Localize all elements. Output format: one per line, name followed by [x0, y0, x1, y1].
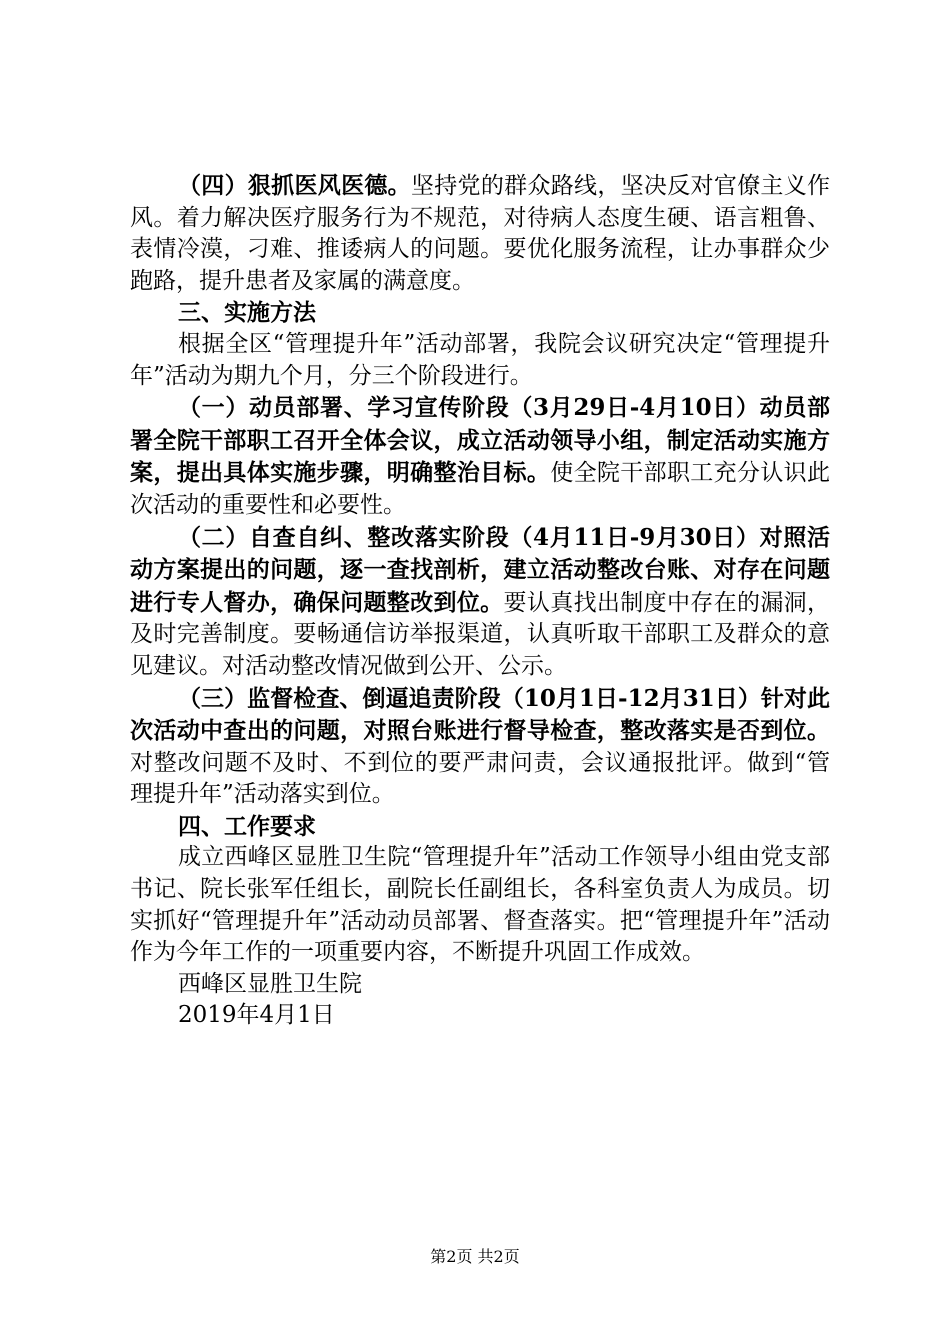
paragraph-methods-intro: 根据全区“管理提升年”活动部署，我院会议研究决定“管理提升年”活动为期九个月，分三个阶段进行。	[130, 330, 830, 389]
paragraph-text: 坚持党的群众路线，坚决反对官僚主义作风。着力解决医疗服务行为不规范，对待病人态度生硬、语言粗鲁、表情冷漠，刁难、推诿病人的问题。要优化服务流程，让办事群众少跑路，提升患者及家属的满意度。	[130, 173, 831, 294]
paragraph-medical-ethics	[130, 170, 830, 297]
signature: 西峰区显胜卫生院	[178, 970, 362, 997]
phase-three-lead: （三）监督检查、倒逼追责阶段（10月1日-12月31日）针对此次活动中查出的问题，对照台账进行督导检查，整改落实是否到位。	[130, 684, 830, 745]
paragraph-phase-three	[130, 683, 830, 811]
section-heading-requirements: 四、工作要求	[178, 812, 316, 840]
paragraph-requirements: 成立西峰区显胜卫生院“管理提升年”活动工作领导小组由党支部书记、院长张军任组长，副院长任副组长，各科室负责人为成员。切实抓好“管理提升年”活动动员部署、督查落实。把“管理提升年”活动作为今年工作的一项重要内容，不断提升巩固工作成效。	[130, 844, 830, 966]
paragraph-phase-two	[130, 522, 830, 683]
paragraph-phase-one	[130, 392, 830, 521]
phase-two-lead: （二）自查自纠、整改落实阶段（4月11日-9月30日）对照活动方案提出的问题，逐一查找剖析，建立活动整改台账、对存在问题进行专人督办，确保问题整改到位。	[130, 523, 830, 616]
document-body	[130, 170, 830, 1032]
date: 2019年4月1日	[178, 1002, 335, 1029]
paragraph-lead: （四）狠抓医风医德。	[178, 172, 411, 199]
phase-two-text: 要认真找出制度中存在的漏洞，及时完善制度。要畅通信访举报渠道，认真听取干部职工及群众的意见建议。对活动整改情况做到公开、公示。	[130, 589, 831, 679]
section-heading-methods: 三、实施方法	[178, 299, 316, 327]
phase-one-text: 使全院干部职工充分认识此次活动的重要性和必要性。	[130, 460, 831, 518]
page-footer: 第2页 共2页	[430, 1247, 520, 1266]
phase-three-text: 对整改问题不及时、不到位的要严肃问责，会议通报批评。做到“管理提升年”活动落实到位。	[130, 749, 830, 808]
phase-one-lead: （一）动员部署、学习宣传阶段（3月29日-4月10日）动员部署全院干部职工召开全体会议，成立活动领导小组，制定活动实施方案，提出具体实施步骤，明确整治目标。	[130, 394, 830, 487]
